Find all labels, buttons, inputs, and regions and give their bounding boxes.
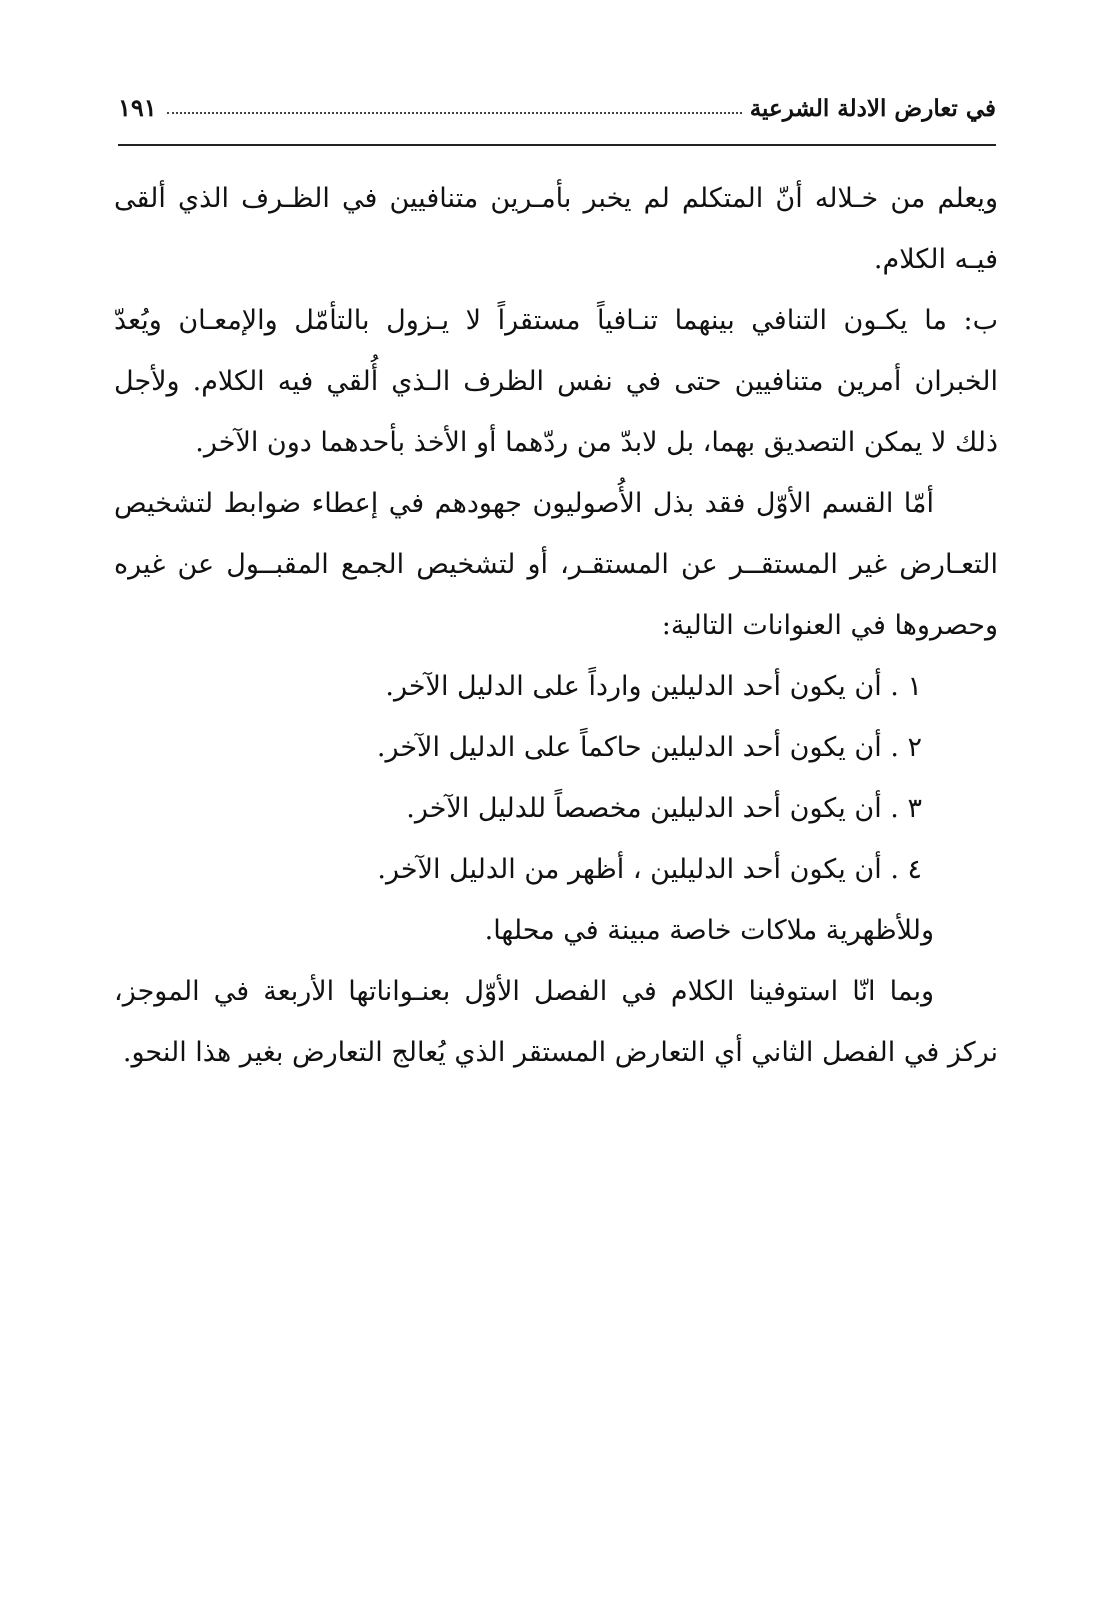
paragraph-1: ويعلم من خـلاله أنّ المتكلم لم يخبر بأمـرين متنافيين في الظـرف الذي ألقى فيـه الكلام. [114,183,998,275]
list-item: ٣ . أن يكون أحد الدليلين مخصصاً للدليل الآخر. [406,793,922,824]
paragraph-4: وللأظهرية ملاكات خاصة مبينة في محلها. [484,915,934,946]
paragraph-5: وبما انّا استوفينا الكلام في الفصل الأوّل بعنـواناتها الأربعة في الموجز، نركز في الفصل الثاني أي التعارض المستقر الذي يُعالج التعارض بغير هذا النحو. [114,976,998,1068]
dotted-leader [167,112,742,114]
page-number: ١٩١ [118,93,157,122]
running-title: في تعارض الادلة الشرعية [749,95,996,122]
criteria-list [114,656,998,900]
list-item: ١ . أن يكون أحد الدليلين وارداً على الدليل الآخر. [385,671,922,702]
paragraph-2: ب: ما يكـون التنافي بينهما تنـافياً مستقراً لا يـزول بالتأمّل والإمعـان ويُعدّ الخبران أمرين متنافيين حتى في نفس الظرف الـذي أُلقي فيه الكلام. ولأجل ذلك لا يمكن التصديق بهما، بل لابدّ من ردّهما أو الأخذ بأحدهما دون الآخر. [114,305,999,458]
list-item: ٢ . أن يكون أحد الدليلين حاكماً على الدليل الآخر. [376,732,922,763]
header-rule [118,144,996,146]
paragraph-3: أمّا القسم الأوّل فقد بذل الأُصوليون جهودهم في إعطاء ضوابط لتشخيص التعـارض غير المستقــر عن المستقـر، أو لتشخيص الجمع المقبــول عن غيره وحصروها في العنوانات التالية: [114,488,998,641]
page-header [118,82,996,122]
body-text [114,168,998,1083]
list-item: ٤ . أن يكون أحد الدليلين ، أظهر من الدليل الآخر. [377,854,922,885]
